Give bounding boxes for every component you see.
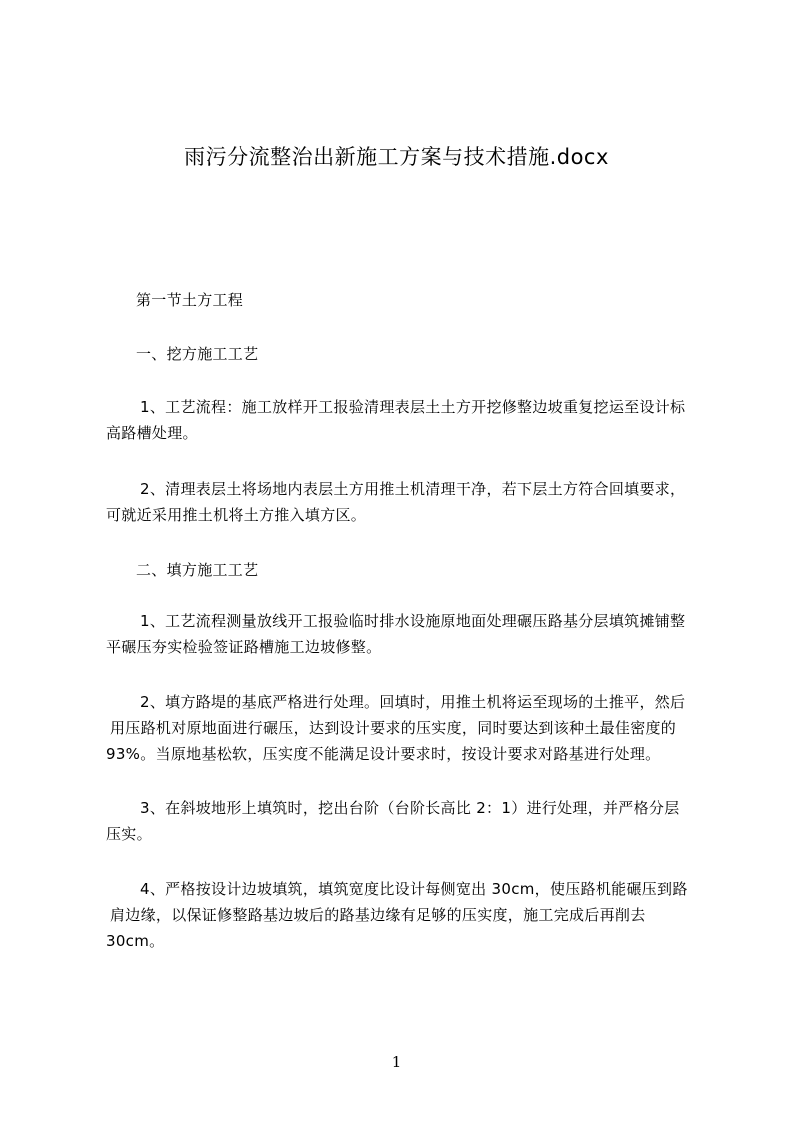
section-heading: 第一节土方工程: [136, 291, 244, 309]
paragraph-line: 1、工艺流程测量放线开工报验临时排水设施原地面处理碾压路基分层填筑摊铺整: [140, 612, 686, 630]
part2-item1-paragraph: [106, 608, 706, 660]
part1-item1-paragraph: [106, 394, 706, 446]
paragraph-line: 2、填方路堤的基底严格进行处理。回填时，用推土机将运至现场的土推平，然后: [140, 693, 686, 711]
paragraph-line: 平碾压夯实检验签证路槽施工边坡修整。: [106, 638, 382, 656]
paragraph-line: 压实。: [106, 825, 152, 843]
part1-item2-paragraph: [106, 476, 706, 528]
part2-item2-paragraph: [106, 689, 706, 767]
paragraph-line: 93%。当原地基松软，压实度不能满足设计要求时，按设计要求对路基进行处理。: [106, 745, 661, 763]
paragraph-line: 高路槽处理。: [106, 424, 198, 442]
part2-item3-paragraph: [106, 795, 706, 847]
paragraph-line: 可就近采用推土机将土方推入填方区。: [106, 506, 367, 524]
page-number: 1: [391, 1053, 402, 1071]
paragraph-line: 2、清理表层土将场地内表层土方用推土机清理干净，若下层土方符合回填要求，: [140, 480, 686, 498]
paragraph-line: 用压路机对原地面进行碾压，达到设计要求的压实度，同时要达到该种土最佳密度的: [110, 719, 677, 737]
paragraph-line: 3、在斜坡地形上填筑时，挖出台阶（台阶长高比 2：1）进行处理，并严格分层: [140, 799, 680, 817]
paragraph-line: 30cm。: [106, 932, 165, 950]
paragraph-line: 4、严格按设计边坡填筑，填筑宽度比设计每侧宽出 30cm，使压路机能碾压到路: [140, 880, 688, 898]
paragraph-line: 1、工艺流程：施工放样开工报验清理表层土土方开挖修整边坡重复挖运至设计标: [140, 398, 686, 416]
part2-item4-paragraph: [106, 876, 706, 954]
part1-heading: 一、挖方施工工艺: [136, 345, 259, 363]
part2-heading: 二、填方施工工艺: [136, 561, 259, 579]
document-title: 雨污分流整治出新施工方案与技术措施.docx: [184, 145, 609, 169]
paragraph-line: 肩边缘，以保证修整路基边坡后的路基边缘有足够的压实度，施工完成后再削去: [110, 906, 646, 924]
